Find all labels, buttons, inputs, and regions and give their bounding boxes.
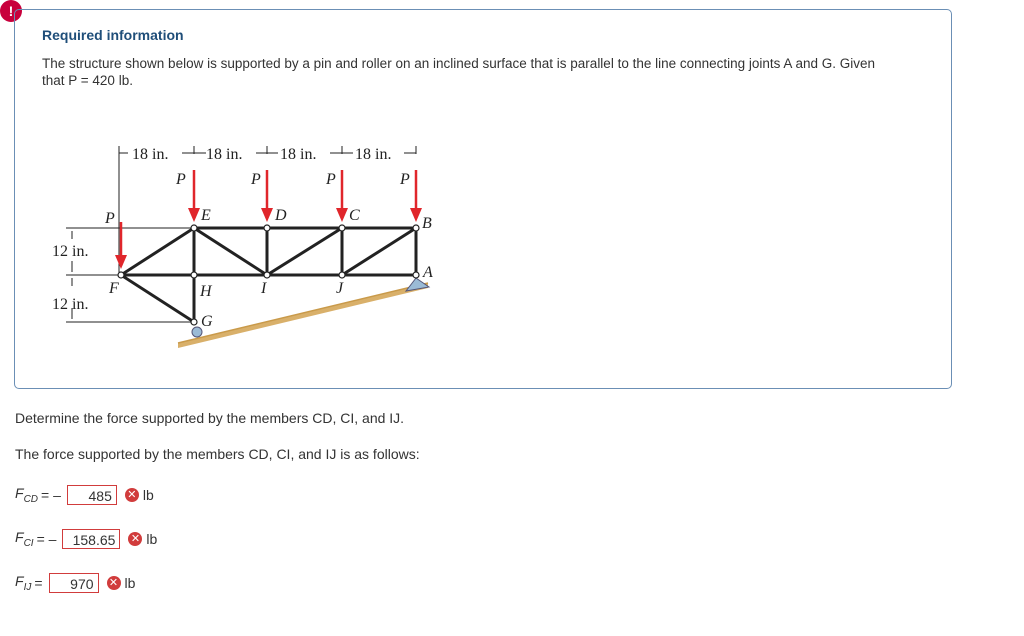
joint-label-h: H (200, 283, 212, 300)
height-label-1: 12 in. (52, 243, 89, 260)
joint-label-i: I (261, 280, 267, 297)
answer-sign: = (34, 575, 43, 591)
dim-label-3: 18 in. (280, 146, 317, 163)
alert-icon: ! (0, 0, 22, 22)
joint-label-j: J (336, 280, 344, 297)
answer-sign: = – (36, 531, 57, 547)
load-label-5: P (105, 210, 115, 227)
dim-label-4: 18 in. (355, 146, 392, 163)
answer-unit: lb (124, 575, 136, 591)
joint-label-b: B (422, 215, 432, 232)
answer-unit: lb (146, 531, 158, 547)
question-text: Determine the force supported by the members CD, CI, and IJ. (15, 410, 405, 426)
dim-label-2: 18 in. (206, 146, 243, 163)
ground-line (178, 283, 428, 343)
answer-intro: The force supported by the members CD, CI, and IJ is as follows: (15, 446, 420, 462)
load-label-4: P (400, 171, 410, 188)
answer-label: $F_{CI}$ (15, 529, 34, 549)
joint-label-f: F (109, 280, 119, 297)
joint-label-g: G (201, 313, 213, 330)
joint-label-a: A (423, 264, 433, 281)
fci-input[interactable]: 158.65 (62, 529, 120, 549)
answer-sign: = – (41, 487, 61, 503)
incorrect-icon: ✕ (125, 488, 139, 502)
incorrect-icon: ✕ (128, 532, 142, 546)
info-text: The structure shown below is supported by a pin and roller on an inclined surface that is parallel to the line connecting joints A and G. Given that P = 420 lb. (42, 56, 875, 88)
answer-row-fcd (15, 485, 154, 505)
joint-label-e: E (201, 207, 211, 224)
fij-input[interactable]: 970 (49, 573, 99, 593)
answer-row-fci (15, 529, 157, 549)
incorrect-icon: ✕ (107, 576, 121, 590)
load-label-1: P (176, 171, 186, 188)
fcd-input[interactable]: 485 (67, 485, 117, 505)
answer-unit: lb (142, 487, 154, 503)
answer-label: $F_{IJ}$ (15, 573, 32, 593)
answer-label: $F_{CD}$ (15, 485, 39, 505)
joint-label-c: C (349, 207, 360, 224)
dim-label-1: 18 in. (132, 146, 169, 163)
info-title: Required information (42, 27, 184, 43)
load-label-2: P (251, 171, 261, 188)
answer-row-fij (15, 573, 135, 593)
height-label-2: 12 in. (52, 296, 89, 313)
truss-diagram (46, 132, 446, 357)
load-label-3: P (326, 171, 336, 188)
joint-label-d: D (275, 207, 287, 224)
